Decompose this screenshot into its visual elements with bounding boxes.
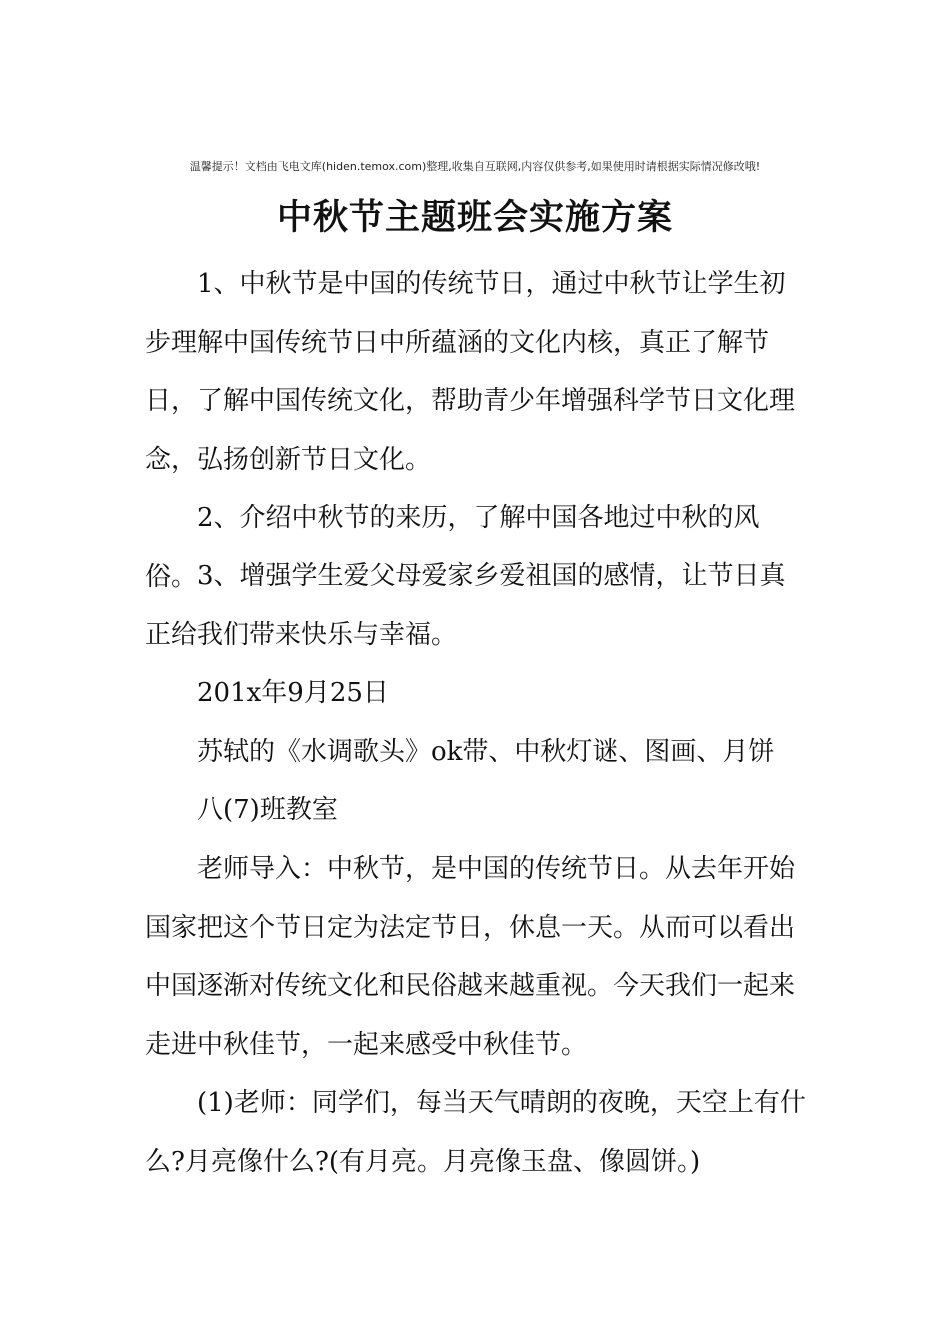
- paragraph-introduction: 老师导入：中秋节，是中国的传统节日。从去年开始国家把这个节日定为法定节日，休息一天。从而可以看出中国逐渐对传统文化和民俗越来越重视。今天我们一起来走进中秋佳节，一起来感受中秋佳节。: [145, 854, 796, 1060]
- paragraph-objective-2: 2、介绍中秋节的来历，了解中国各地过中秋的风俗。: [145, 503, 760, 592]
- paragraph-objective-1: 1、中秋节是中国的传统节日，通过中秋节让学生初步理解中国传统节日中所蕴涵的文化内核，真正了解节日，了解中国传统文化，帮助青少年增强科学节日文化理念，弘扬创新节日文化。: [145, 269, 796, 475]
- paragraph-objective-3: 3、增强学生爱父母爱家乡爱祖国的感情，让节日真正给我们带来快乐与幸福。: [145, 561, 786, 650]
- header-notice: 温馨提示！文档由飞电文库(hiden.temox.com)整理,收集自互联网,内容仅供参考,如果使用时请根据实际情况修改哦!: [189, 160, 761, 173]
- paragraph-location: 八(7)班教室: [197, 795, 338, 825]
- document-title: 中秋节主题班会实施方案: [276, 197, 673, 238]
- paragraph-materials: 苏轼的《水调歌头》ok带、中秋灯谜、图画、月饼: [197, 737, 775, 767]
- paragraph-date: 201x年9月25日: [197, 678, 389, 708]
- paragraph-question-1: (1)老师：同学们，每当天气晴朗的夜晚，天空上有什么?月亮像什么?(有月亮。月亮像玉盘、像圆饼。): [145, 1088, 806, 1177]
